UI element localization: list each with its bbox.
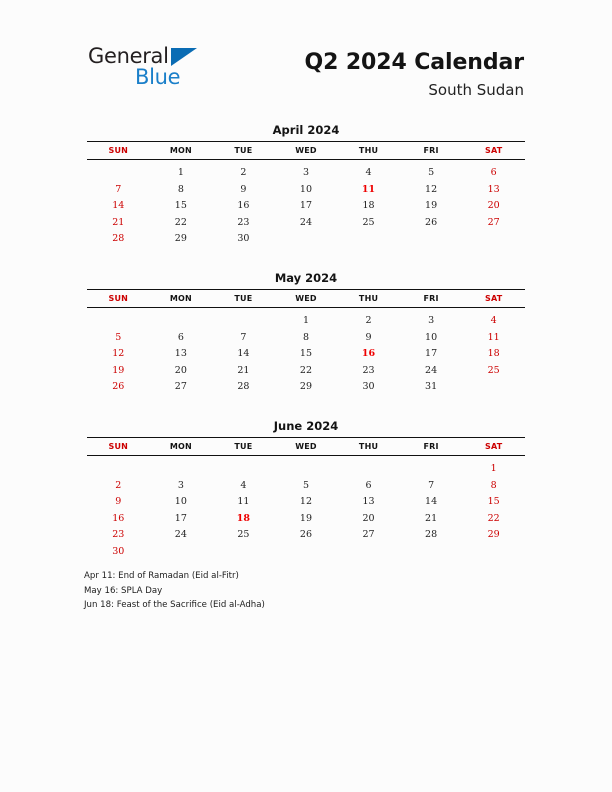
week-row xyxy=(87,379,525,395)
page-header xyxy=(0,0,612,112)
calendar-head xyxy=(87,438,525,456)
generalblue-logo[interactable] xyxy=(88,44,238,94)
day-cell[interactable]: 17 xyxy=(174,512,187,524)
day-cell[interactable]: 14 xyxy=(425,496,438,508)
day-cell-empty xyxy=(337,456,400,479)
day-cell-empty xyxy=(462,379,525,395)
week-row xyxy=(87,363,525,379)
day-cell[interactable]: 14 xyxy=(237,348,250,360)
day-cell[interactable]: 21 xyxy=(425,512,438,524)
day-cell[interactable]: 9 xyxy=(365,332,372,343)
weekday-header-sun: SUN xyxy=(87,142,150,160)
day-cell[interactable]: 24 xyxy=(425,364,438,376)
day-cell[interactable]: 23 xyxy=(362,364,375,376)
day-cell-empty xyxy=(150,456,213,479)
day-cell[interactable]: 22 xyxy=(299,364,313,376)
weekday-header-wed: WED xyxy=(275,290,338,308)
day-cell[interactable]: 17 xyxy=(425,348,438,360)
day-cell[interactable]: 9 xyxy=(115,496,122,508)
day-cell[interactable]: 7 xyxy=(115,184,122,195)
month-title: May 2024 xyxy=(274,271,338,285)
day-cell[interactable]: 13 xyxy=(487,184,500,195)
day-cell-empty xyxy=(400,544,463,560)
day-cell-empty xyxy=(337,231,400,247)
day-cell[interactable]: 5 xyxy=(428,167,435,178)
day-cell[interactable]: 2 xyxy=(365,315,372,326)
week-row xyxy=(87,511,525,527)
weekday-header-sat: SAT xyxy=(462,142,525,160)
legend-item: Jun 18: Feast of the Sacrifice (Eid al-Adha) xyxy=(84,600,265,611)
weekday-header-thu: THU xyxy=(337,290,400,308)
day-cell-empty xyxy=(400,456,463,479)
day-cell[interactable]: 12 xyxy=(425,184,438,195)
day-cell[interactable]: 4 xyxy=(240,480,247,491)
weekday-header-tue: TUE xyxy=(212,290,275,308)
weekday-header-row xyxy=(87,290,525,308)
week-row xyxy=(87,527,525,543)
day-cell[interactable]: 16 xyxy=(237,200,250,212)
day-cell[interactable]: 15 xyxy=(487,496,500,508)
weekday-header-fri: FRI xyxy=(400,290,463,308)
weekday-header-mon: MON xyxy=(150,438,213,456)
day-cell[interactable]: 25 xyxy=(487,364,500,376)
week-row xyxy=(87,215,525,231)
day-cell[interactable]: 3 xyxy=(177,480,184,491)
day-cell[interactable]: 7 xyxy=(240,332,247,343)
day-cell[interactable]: 23 xyxy=(112,529,125,541)
day-cell[interactable]: 1 xyxy=(302,315,309,326)
day-cell[interactable]: 20 xyxy=(174,364,187,376)
month-block-may xyxy=(87,271,525,396)
day-cell[interactable]: 11 xyxy=(487,332,500,343)
day-cell[interactable]: 19 xyxy=(425,200,438,212)
weekday-header-fri: FRI xyxy=(400,142,463,160)
day-cell[interactable]: 21 xyxy=(112,216,125,228)
day-cell-empty xyxy=(337,544,400,560)
day-cell[interactable]: 28 xyxy=(112,233,125,245)
day-cell[interactable]: 27 xyxy=(362,529,375,541)
month-block-june xyxy=(87,419,525,560)
weekday-header-row xyxy=(87,142,525,160)
holiday-legend xyxy=(84,569,504,613)
day-cell[interactable]: 5 xyxy=(302,480,309,491)
weekday-header-thu: THU xyxy=(337,142,400,160)
week-row xyxy=(87,308,525,331)
day-cell[interactable]: 16 xyxy=(361,348,376,360)
day-cell[interactable]: 7 xyxy=(428,480,435,491)
day-cell[interactable]: 24 xyxy=(299,216,313,228)
day-cell[interactable]: 28 xyxy=(425,529,438,541)
day-cell[interactable]: 12 xyxy=(112,348,125,360)
month-title: April 2024 xyxy=(272,123,340,137)
day-cell[interactable]: 3 xyxy=(428,315,435,326)
day-cell-empty xyxy=(212,544,275,560)
page-subtitle: South Sudan xyxy=(428,81,524,99)
calendar-table xyxy=(87,437,525,560)
title-block xyxy=(304,50,524,99)
weekday-header-wed: WED xyxy=(275,438,338,456)
day-cell-empty xyxy=(400,231,463,247)
day-cell-empty xyxy=(212,456,275,479)
day-cell[interactable]: 27 xyxy=(174,381,187,393)
week-row xyxy=(87,544,525,560)
day-cell[interactable]: 2 xyxy=(240,167,247,178)
day-cell[interactable]: 5 xyxy=(115,332,122,343)
day-cell-empty xyxy=(150,544,213,560)
day-cell[interactable]: 6 xyxy=(365,480,372,491)
weekday-header-wed: WED xyxy=(275,142,338,160)
weekday-header-tue: TUE xyxy=(212,142,275,160)
day-cell[interactable]: 29 xyxy=(487,529,500,541)
day-cell[interactable]: 2 xyxy=(115,480,122,491)
day-cell[interactable]: 13 xyxy=(174,348,187,360)
day-cell[interactable]: 18 xyxy=(362,200,375,212)
weekday-header-thu: THU xyxy=(337,438,400,456)
day-cell[interactable]: 24 xyxy=(174,529,187,541)
day-cell[interactable]: 10 xyxy=(299,184,313,195)
day-cell[interactable]: 26 xyxy=(299,529,313,541)
calendar-head xyxy=(87,142,525,160)
week-row xyxy=(87,346,525,362)
day-cell[interactable]: 18 xyxy=(487,348,500,360)
day-cell[interactable]: 22 xyxy=(487,512,500,524)
day-cell[interactable]: 21 xyxy=(237,364,250,376)
day-cell[interactable]: 11 xyxy=(237,496,250,508)
day-cell-empty xyxy=(150,308,213,331)
day-cell[interactable]: 12 xyxy=(299,496,313,508)
day-cell[interactable]: 1 xyxy=(490,463,497,474)
month-title: June 2024 xyxy=(273,419,339,433)
weekday-header-tue: TUE xyxy=(212,438,275,456)
day-cell[interactable]: 25 xyxy=(237,529,250,541)
day-cell[interactable]: 18 xyxy=(236,512,251,524)
week-row xyxy=(87,456,525,479)
day-cell[interactable]: 6 xyxy=(490,167,497,178)
logo-text-general: General xyxy=(88,44,169,68)
triangle-icon xyxy=(171,48,197,66)
day-cell[interactable]: 26 xyxy=(425,216,438,228)
day-cell[interactable]: 8 xyxy=(490,480,497,491)
weekday-header-mon: MON xyxy=(150,142,213,160)
day-cell[interactable]: 10 xyxy=(174,496,187,508)
week-row xyxy=(87,182,525,198)
week-row xyxy=(87,231,525,247)
day-cell[interactable]: 30 xyxy=(362,381,375,393)
day-cell[interactable]: 8 xyxy=(302,332,309,343)
day-cell[interactable]: 15 xyxy=(174,200,187,212)
week-row xyxy=(87,160,525,183)
week-row xyxy=(87,494,525,510)
day-cell-empty xyxy=(462,544,525,560)
calendar-body xyxy=(87,456,525,561)
weekday-header-sat: SAT xyxy=(462,290,525,308)
day-cell[interactable]: 4 xyxy=(490,315,497,326)
weekday-header-mon: MON xyxy=(150,290,213,308)
day-cell[interactable]: 30 xyxy=(237,233,250,245)
day-cell[interactable]: 8 xyxy=(177,184,184,195)
day-cell[interactable]: 10 xyxy=(425,332,438,343)
day-cell[interactable]: 28 xyxy=(237,381,250,393)
day-cell[interactable]: 3 xyxy=(302,167,309,178)
weekday-header-sun: SUN xyxy=(87,438,150,456)
day-cell-empty xyxy=(87,308,150,331)
calendar-body xyxy=(87,160,525,248)
day-cell[interactable]: 27 xyxy=(487,216,500,228)
day-cell-empty xyxy=(275,544,338,560)
calendar-head xyxy=(87,290,525,308)
day-cell-empty xyxy=(462,231,525,247)
day-cell[interactable]: 11 xyxy=(361,184,376,195)
day-cell[interactable]: 23 xyxy=(237,216,250,228)
week-row xyxy=(87,478,525,494)
week-row xyxy=(87,330,525,346)
legend-item: Apr 11: End of Ramadan (Eid al-Fitr) xyxy=(84,571,239,581)
calendar-table xyxy=(87,289,525,396)
day-cell-empty xyxy=(212,308,275,331)
day-cell-empty xyxy=(87,456,150,479)
page-title: Q2 2024 Calendar xyxy=(304,50,524,75)
day-cell[interactable]: 19 xyxy=(299,512,313,524)
calendar-table xyxy=(87,141,525,248)
weekday-header-row xyxy=(87,438,525,456)
day-cell[interactable]: 29 xyxy=(299,381,313,393)
day-cell[interactable]: 29 xyxy=(174,233,187,245)
day-cell[interactable]: 25 xyxy=(362,216,375,228)
day-cell[interactable]: 9 xyxy=(240,184,247,195)
day-cell[interactable]: 6 xyxy=(177,332,184,343)
day-cell[interactable]: 20 xyxy=(362,512,375,524)
weekday-header-sun: SUN xyxy=(87,290,150,308)
day-cell[interactable]: 4 xyxy=(365,167,372,178)
week-row xyxy=(87,198,525,214)
day-cell-empty xyxy=(275,231,338,247)
month-block-april xyxy=(87,123,525,248)
day-cell[interactable]: 13 xyxy=(362,496,375,508)
day-cell[interactable]: 22 xyxy=(174,216,187,228)
day-cell-empty xyxy=(275,456,338,479)
weekday-header-sat: SAT xyxy=(462,438,525,456)
day-cell[interactable]: 20 xyxy=(487,200,500,212)
day-cell[interactable]: 30 xyxy=(112,545,125,557)
day-cell[interactable]: 16 xyxy=(112,512,125,524)
day-cell[interactable]: 26 xyxy=(112,381,125,393)
day-cell[interactable]: 14 xyxy=(112,200,125,212)
day-cell[interactable]: 15 xyxy=(299,348,313,360)
calendar-body xyxy=(87,308,525,396)
day-cell[interactable]: 19 xyxy=(112,364,125,376)
day-cell-empty xyxy=(87,160,150,183)
day-cell[interactable]: 17 xyxy=(299,200,313,212)
weekday-header-fri: FRI xyxy=(400,438,463,456)
logo-text-blue: Blue xyxy=(135,65,181,89)
day-cell[interactable]: 1 xyxy=(177,167,184,178)
day-cell[interactable]: 31 xyxy=(425,381,438,393)
legend-item: May 16: SPLA Day xyxy=(84,585,163,596)
